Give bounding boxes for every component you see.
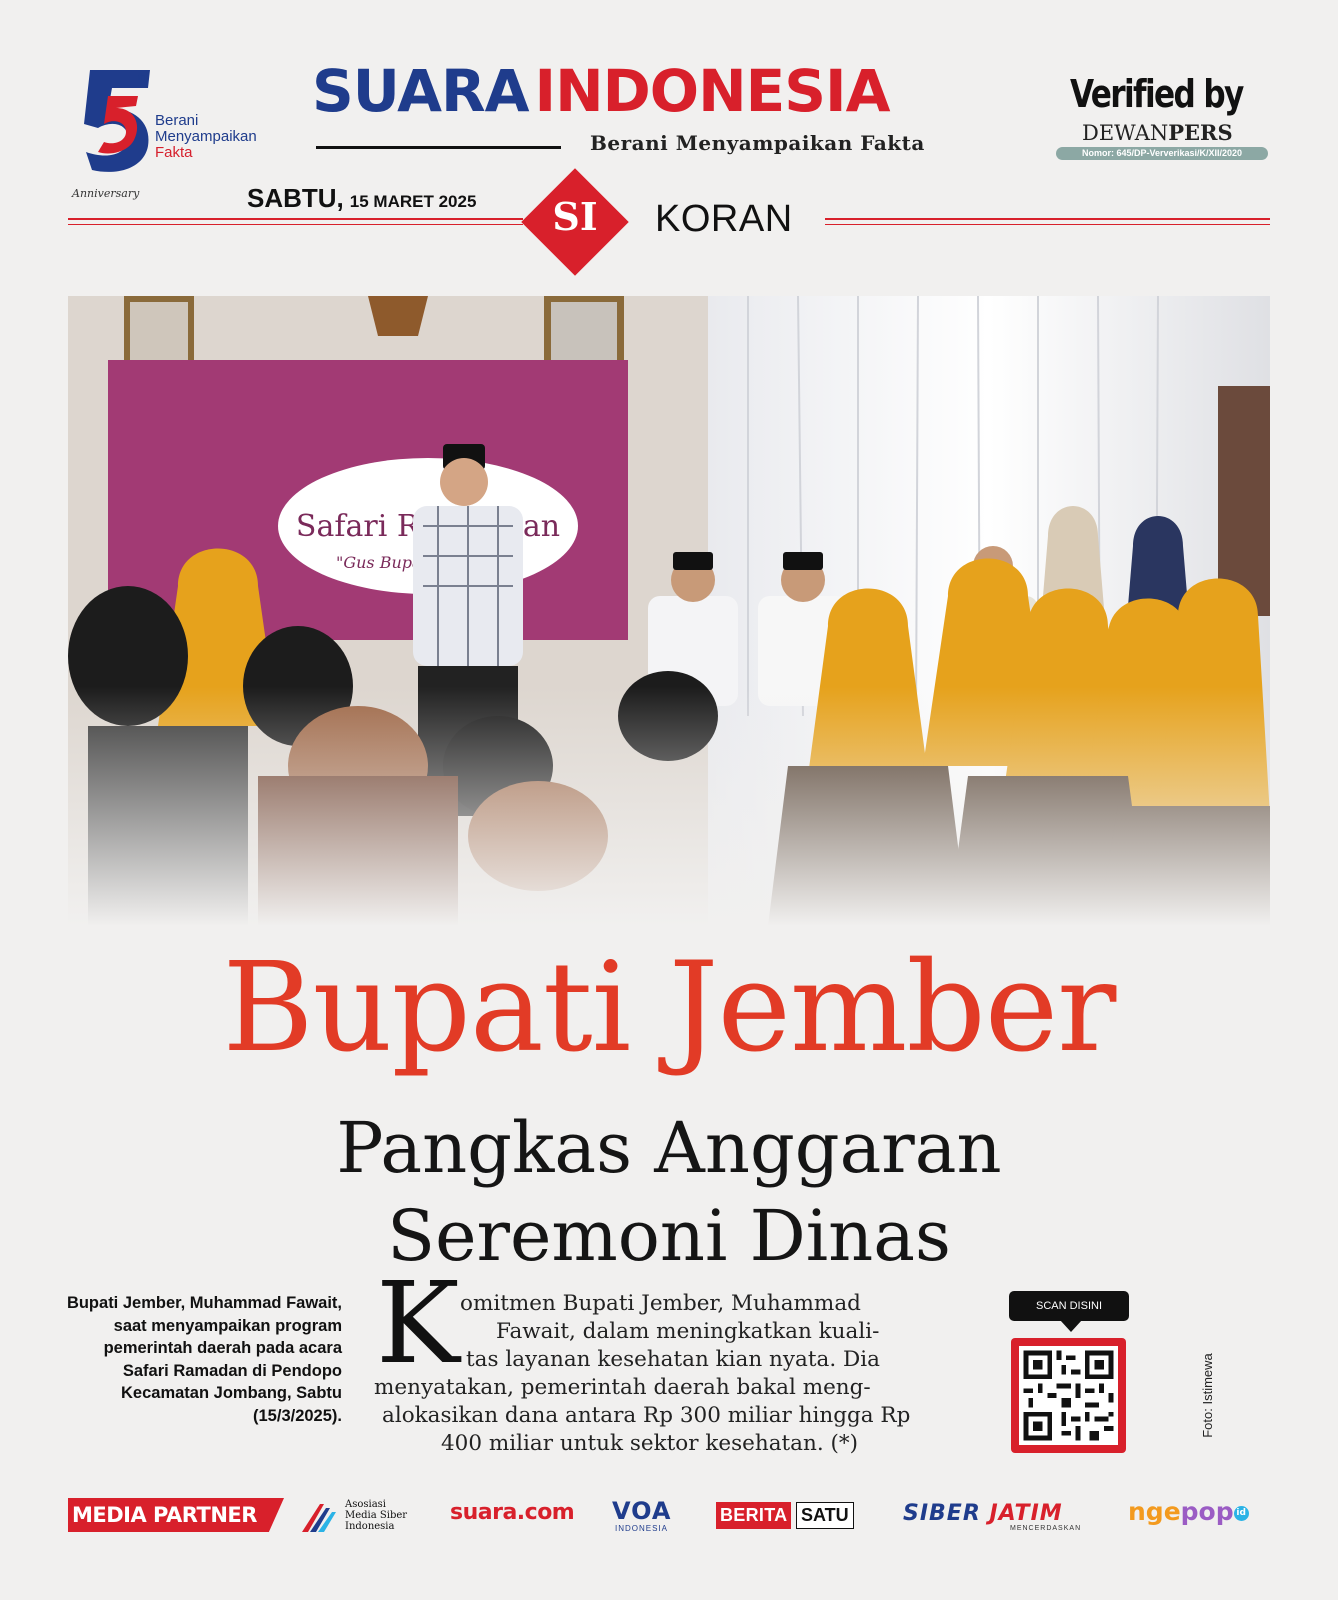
anniversary-tagline: Berani Menyampaikan Fakta — [155, 112, 257, 161]
photo-caption: Bupati Jember, Muhammad Fawait, saat menyampaikan program pemerintah daerah pada acara Safari Ramadan di Pendopo Kecamatan Jombang, Sabtu (15/3/2025). — [66, 1294, 342, 1425]
anniversary-suffix: th — [138, 72, 146, 82]
qr-code[interactable] — [1019, 1346, 1118, 1445]
headline-sub-line1: Pangkas Anggaran — [336, 1107, 1002, 1189]
scan-pointer — [1060, 1320, 1082, 1332]
tagline: Berani Menyampaikan Fakta — [590, 131, 925, 155]
edition-label: KORAN — [655, 198, 793, 240]
voa-logo-sub: INDONESIA — [615, 1524, 669, 1533]
article-line: alokasikan dana antara Rp 300 miliar hingga Rp — [382, 1403, 911, 1428]
amsi-logo-icon — [300, 1500, 344, 1534]
si-badge-text: SI — [552, 194, 598, 239]
beritasatu-logo-left: BERITA — [716, 1502, 791, 1529]
dewan-pers-label: DEWANPERS — [1082, 120, 1233, 145]
voa-logo: VOA — [612, 1497, 672, 1525]
suara-com-logo: suara.com — [450, 1500, 575, 1525]
tagline-rule — [316, 146, 561, 149]
ngepop-logo: ngepop id — [1128, 1497, 1249, 1526]
beritasatu-logo-right: SATU — [796, 1502, 854, 1529]
verified-label: Verified by — [1070, 72, 1243, 116]
newspaper-title: SUARA INDONESIA — [312, 57, 890, 125]
amsi-logo-text: Asosiasi Media Siber Indonesia — [345, 1499, 408, 1532]
article-line: omitmen Bupati Jember, Muhammad — [460, 1291, 861, 1316]
photo-credit: Foto: Istimewa — [1199, 1353, 1215, 1438]
verification-number: Nomor: 645/DP-Ververikasi/K/XII/2020 — [1056, 147, 1268, 160]
header-rule-left — [68, 218, 523, 220]
siberjatim-logo-sub: MENCERDASKAN — [1010, 1525, 1082, 1532]
media-partner-label: MEDIA PARTNER — [72, 1503, 257, 1527]
article-dropcap: K — [376, 1259, 460, 1389]
headline-sub-line2: Seremoni Dinas — [387, 1195, 951, 1277]
header-rule-right-thin — [825, 224, 1270, 225]
article-line: tas layanan kesehatan kian nyata. Dia — [466, 1347, 880, 1372]
anniversary-logo — [68, 66, 158, 176]
header-rule-right — [825, 218, 1270, 220]
main-photo — [68, 296, 1270, 926]
article-line: 400 miliar untuk sektor kesehatan. (*) — [441, 1431, 859, 1456]
issue-date: SABTU, 15 MARET 2025 — [247, 183, 477, 213]
anniversary-signature: Anniversary — [72, 187, 140, 200]
article-line: Fawait, dalam meningkatkan kuali- — [496, 1319, 880, 1344]
headline-main: Bupati Jember — [222, 936, 1116, 1080]
article-line: menyatakan, pemerintah daerah bakal meng- — [374, 1375, 871, 1400]
siberjatim-logo: SIBER JATIM — [903, 1501, 1063, 1526]
header-rule-left-thin — [68, 224, 523, 225]
scan-label: SCAN DISINI — [1009, 1291, 1129, 1321]
